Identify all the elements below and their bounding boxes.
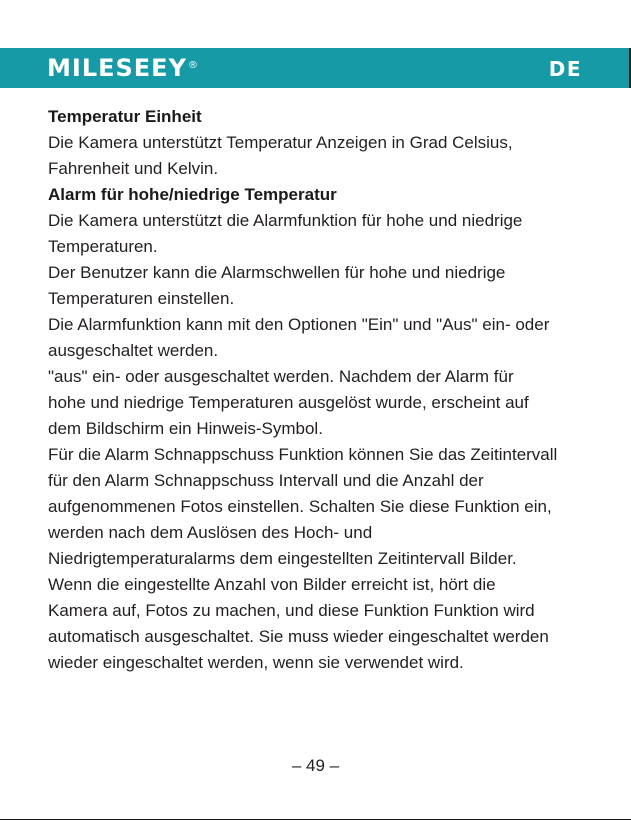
brand-logo xyxy=(47,54,198,82)
body-line: hohe und niedrige Temperaturen ausgelöst wurde, erscheint auf xyxy=(48,393,529,412)
section-heading-temperature-alarm: Alarm für hohe/niedrige Temperatur xyxy=(48,185,337,204)
body-line: Die Kamera unterstützt die Alarmfunktion für hohe und niedrige xyxy=(48,211,523,230)
brand-name: MILESEEY xyxy=(47,54,187,82)
body-line: "aus" ein- oder ausgeschaltet werden. Nachdem der Alarm für xyxy=(48,367,514,386)
document-body xyxy=(48,104,593,676)
body-line: Kamera auf, Fotos zu machen, und diese Funktion Funktion wird xyxy=(48,601,535,620)
language-code: DE xyxy=(548,57,582,81)
body-line: Der Benutzer kann die Alarmschwellen für hohe und niedrige xyxy=(48,263,506,282)
header-bar xyxy=(0,48,629,88)
body-line: werden nach dem Auslösen des Hoch- und xyxy=(48,523,373,542)
body-line: Für die Alarm Schnappschuss Funktion können Sie das Zeitintervall xyxy=(48,445,558,464)
body-line: für den Alarm Schnappschuss Intervall und die Anzahl der xyxy=(48,471,484,490)
trademark-symbol: ® xyxy=(187,60,199,71)
body-line: Temperaturen einstellen. xyxy=(48,289,235,308)
body-line: Die Kamera unterstützt Temperatur Anzeigen in Grad Celsius, xyxy=(48,133,513,152)
body-line: automatisch ausgeschaltet. Sie muss wieder eingeschaltet werden xyxy=(48,627,549,646)
body-line: Temperaturen. xyxy=(48,237,158,256)
body-line: Die Alarmfunktion kann mit den Optionen "Ein" und "Aus" ein- oder xyxy=(48,315,550,334)
body-line: dem Bildschirm ein Hinweis-Symbol. xyxy=(48,419,323,438)
body-line: aufgenommenen Fotos einstellen. Schalten Sie diese Funktion ein, xyxy=(48,497,552,516)
page-number: – 49 – xyxy=(291,756,340,775)
body-line: Fahrenheit und Kelvin. xyxy=(48,159,219,178)
body-line: ausgeschaltet werden. xyxy=(48,341,219,360)
body-line: Wenn die eingestellte Anzahl von Bilder erreicht ist, hört die xyxy=(48,575,496,594)
section-heading-temperature-unit: Temperatur Einheit xyxy=(48,107,202,126)
body-line: wieder eingeschaltet werden, wenn sie verwendet wird. xyxy=(48,653,464,672)
body-line: Niedrigtemperaturalarms dem eingestellten Zeitintervall Bilder. xyxy=(48,549,517,568)
